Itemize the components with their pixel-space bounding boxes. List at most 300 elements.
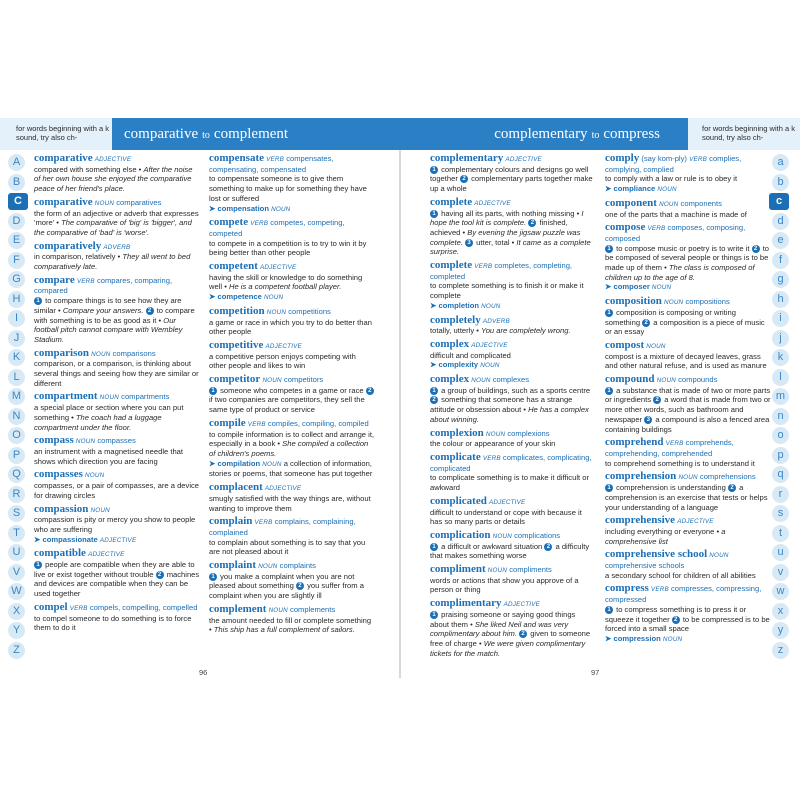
part-of-speech: NOUN: [94, 199, 115, 207]
part-of-speech: NOUN: [662, 635, 683, 643]
inflections: complexions: [507, 428, 550, 438]
dictionary-entry: [34, 195, 200, 238]
part-of-speech: NOUN: [91, 350, 111, 358]
definition-text: to complicate something is to make it difficult or awkward: [430, 473, 589, 493]
inflections: competitions: [288, 306, 331, 316]
definition-text: to compare things is to see how they are similar •: [34, 296, 182, 315]
definition-text: to comprehend something is to understand it: [605, 458, 755, 468]
headword: comprehend: [605, 436, 664, 449]
part-of-speech: ADVERB: [103, 243, 131, 251]
derived-word: [34, 535, 136, 544]
inflections: compasses: [97, 436, 136, 446]
dictionary-entry: [209, 483, 375, 513]
dictionary-entry: [605, 223, 771, 293]
headword: complicated: [430, 494, 487, 507]
arrow-icon: ➤: [209, 203, 218, 213]
definition-text: to be composed of several people or things is to be made up of them •: [605, 243, 770, 273]
example-sentence: a comprehensive list: [605, 526, 726, 546]
headword: comparative: [34, 195, 93, 208]
letter-tab-left-h[interactable]: H: [8, 291, 25, 308]
dictionary-entry: [34, 392, 200, 432]
headword: complication: [430, 528, 491, 541]
derived-word: [209, 459, 282, 468]
left-page-title: [124, 126, 288, 143]
definition-text: compassion is pity or mercy you show to people who are suffering: [34, 515, 196, 534]
arrow-icon: ➤: [430, 300, 439, 310]
headword: complimentary: [430, 597, 502, 610]
arrow-icon: ➤: [209, 458, 218, 468]
part-of-speech: VERB: [647, 225, 666, 233]
letter-tab-left-a[interactable]: A: [8, 154, 25, 171]
dictionary-entry: [34, 549, 200, 599]
letter-tab-right-d[interactable]: d: [772, 213, 789, 230]
letter-tab-right-y[interactable]: y: [772, 622, 789, 639]
definition-text: a collection of information, stories or poems, that someone has put together: [209, 458, 373, 479]
part-of-speech: VERB: [247, 420, 266, 428]
sense-number: 2: [430, 396, 438, 404]
headword: compatible: [34, 547, 86, 560]
headword: compost: [605, 338, 645, 351]
dictionary-entry: [209, 338, 375, 371]
sense-number: 1: [605, 484, 613, 492]
dictionary-spread: [0, 118, 800, 678]
sense-number: 1: [430, 166, 438, 174]
part-of-speech: ADJECTIVE: [488, 498, 526, 506]
definition-text: to compel someone to do something is to force them to do it: [34, 613, 192, 633]
dictionary-entry: [209, 154, 375, 214]
sense-number: 1: [430, 611, 438, 619]
letter-tab-right-s[interactable]: s: [772, 505, 789, 522]
headword: competent: [209, 260, 258, 273]
part-of-speech: VERB: [650, 586, 669, 594]
part-of-speech: ADJECTIVE: [94, 156, 132, 163]
definition-text: to be compressed is to be forced into a small space: [605, 614, 770, 634]
sense-number: 2: [460, 175, 468, 183]
definition-text: difficult to understand or cope with because it has so many parts or details: [430, 507, 582, 527]
dictionary-entry: [34, 273, 200, 345]
letter-tab-right-c[interactable]: c: [769, 193, 789, 210]
letter-tab-left-g[interactable]: G: [8, 271, 25, 288]
part-of-speech: ADJECTIVE: [99, 536, 137, 544]
dictionary-entry: [34, 470, 200, 500]
part-of-speech: ADJECTIVE: [265, 342, 302, 350]
alphabet-tabs-right: [772, 154, 792, 661]
definition-text: to compensate someone is to give them something to make up for something they have lost or suffered: [209, 174, 367, 203]
headword: compasses: [34, 468, 83, 481]
dictionary-entry: [34, 600, 200, 633]
column-1: [34, 154, 200, 637]
example-sentence: He is a competent football player.: [228, 282, 342, 292]
headword: complement: [209, 602, 267, 615]
letter-tab-left-r[interactable]: R: [8, 486, 25, 503]
part-of-speech: NOUN: [90, 506, 110, 514]
example-sentence: They all went to bed comparatively late.: [34, 252, 191, 272]
letter-tab-left-c[interactable]: C: [8, 193, 28, 210]
letter-tab-left-q[interactable]: Q: [8, 466, 25, 483]
inflections: complies, complying, complied: [605, 154, 742, 174]
inflections: comparisons: [112, 348, 156, 358]
definition-text: a game or race in which you try to do better than other people: [209, 317, 372, 337]
example-sentence: After the noise of her own house she enjoyed the comparative peace of her friend's place.: [34, 164, 193, 194]
part-of-speech: VERB: [266, 156, 285, 163]
letter-tab-right-e[interactable]: e: [772, 232, 789, 249]
left-title-to: to: [202, 130, 210, 141]
headword: comparison: [34, 346, 89, 359]
part-of-speech: ADJECTIVE: [677, 518, 714, 526]
part-of-speech: ADJECTIVE: [260, 264, 297, 272]
definition-text: in comparison, relatively •: [34, 252, 123, 262]
headword: compel: [34, 600, 68, 613]
definition-text: to compress something is to press it or squeeze it together: [605, 604, 747, 624]
part-of-speech: NOUN: [268, 606, 288, 614]
sense-number: 2: [728, 484, 736, 492]
definition-text: machines and devices are compatible when they can be used together: [34, 569, 200, 599]
dictionary-entry: [34, 502, 200, 546]
part-of-speech: NOUN: [663, 299, 684, 307]
definition-text: a competitive person enjoys competing with other people and likes to win: [209, 351, 356, 371]
part-of-speech: NOUN: [659, 200, 679, 208]
sense-number: 2: [752, 245, 760, 253]
letter-tab-right-f[interactable]: f: [772, 252, 789, 269]
part-of-speech: VERB: [76, 277, 95, 285]
sense-number: 1: [34, 297, 42, 305]
headword: complementary: [430, 152, 504, 164]
part-of-speech: VERB: [69, 604, 88, 612]
definition-text: a word that is made from two or more other words, such as bathroom and newspaper: [605, 395, 771, 424]
example-sentence: Our football pitch cannot compare with Wembley Stadium.: [34, 315, 183, 344]
part-of-speech: NOUN: [471, 377, 491, 385]
definition-text: difficult and complicated: [430, 350, 511, 360]
letter-tab-right-i[interactable]: i: [772, 310, 789, 327]
sense-number: 1: [605, 309, 613, 317]
right-title-end: compress: [603, 126, 660, 142]
letter-tab-right-w[interactable]: w: [772, 583, 789, 600]
definition-text: utter, total •: [474, 237, 517, 247]
letter-tab-left-f[interactable]: F: [8, 252, 25, 269]
dictionary-entry: [605, 438, 771, 468]
dictionary-entry: [605, 472, 771, 512]
definition-text: to compete in a competition is to try to win it by being better than other people: [209, 238, 367, 258]
headword: component: [605, 196, 657, 209]
derived-word-text: competence: [217, 292, 262, 302]
dictionary-entry: [209, 517, 375, 557]
part-of-speech: ADJECTIVE: [471, 341, 508, 349]
letter-tab-right-g[interactable]: g: [772, 271, 789, 288]
part-of-speech: NOUN: [492, 532, 512, 540]
part-of-speech: ADJECTIVE: [503, 601, 541, 609]
definition-text: compasses, or a pair of compasses, are a device for drawing circles: [34, 481, 200, 500]
inflections: competitors: [283, 375, 324, 385]
letter-tab-right-m[interactable]: m: [772, 388, 789, 405]
dictionary-entry: [430, 450, 596, 493]
headword: compliment: [430, 563, 486, 576]
example-sentence: We were given complimentary tickets for the match.: [430, 638, 586, 658]
dictionary-entry: [430, 195, 596, 257]
letter-tab-right-p[interactable]: p: [772, 447, 789, 464]
definition-text: the colour or appearance of your skin: [430, 439, 556, 449]
arrow-icon: ➤: [34, 534, 43, 544]
definition-text: one of the parts that a machine is made of: [605, 209, 747, 219]
dictionary-entry: [430, 599, 596, 658]
definition-text: finished, achieved •: [430, 218, 568, 237]
letter-tab-left-d[interactable]: D: [8, 213, 25, 230]
derived-word: [209, 204, 290, 213]
headword: competitive: [209, 338, 264, 351]
letter-tab-right-t[interactable]: t: [772, 525, 789, 542]
part-of-speech: NOUN: [262, 460, 282, 468]
part-of-speech: NOUN: [480, 362, 500, 370]
sense-number: 1: [209, 387, 217, 395]
part-of-speech: ADJECTIVE: [88, 551, 125, 559]
part-of-speech: NOUN: [262, 377, 282, 385]
definition-text: a composition is a piece of music or an essay: [605, 317, 765, 337]
dictionary-entry: [430, 154, 596, 194]
inflections: completes, completing, completed: [430, 261, 573, 281]
headword: compete: [209, 216, 249, 229]
example-sentence: The class is composed of children up to the age of 8.: [605, 263, 755, 282]
definition-text: an instrument with a magnetised needle that shows which direction you are facing: [34, 446, 184, 466]
inflections: complications: [514, 530, 561, 540]
letter-tab-right-u[interactable]: u: [772, 544, 789, 561]
arrow-icon: ➤: [605, 282, 614, 292]
definition-text: to compile information is to collect and arrange it, especially in a book •: [209, 429, 375, 449]
letter-tab-left-x[interactable]: X: [8, 603, 25, 620]
definition-text: someone who competes in a game or race: [218, 385, 366, 395]
definition-text: you suffer from a complaint when you are slightly ill: [209, 581, 364, 601]
sense-number: 2: [642, 319, 650, 327]
inflections: composes, composing, composed: [605, 223, 746, 243]
part-of-speech: NOUN: [266, 308, 287, 316]
letter-tab-left-e[interactable]: E: [8, 232, 25, 249]
derived-word-text: compassionate: [42, 534, 98, 544]
dictionary-entry: [209, 218, 375, 258]
definition-text: comparison, or a comparison, is thinking about several things and seeing how they are similar or different: [34, 359, 199, 388]
dictionary-entry: [605, 516, 771, 546]
part-of-speech: VERB: [474, 263, 493, 271]
definition-text: a secondary school for children of all abilities: [605, 570, 756, 580]
definition-text: compost is a mixture of decayed leaves, grass and other natural refuse, and is used as manure: [605, 351, 767, 371]
definition-text: smugly satisfied with the way things are, without wanting to improve them: [209, 493, 371, 513]
sense-number: 1: [430, 387, 438, 395]
inflections: comprehensions: [699, 472, 756, 482]
letter-tab-right-v[interactable]: v: [772, 564, 789, 581]
alphabet-tabs-left: [8, 154, 28, 661]
inflections: compositions: [685, 297, 730, 307]
letter-tab-right-o[interactable]: o: [772, 427, 789, 444]
dictionary-entry: [605, 550, 771, 580]
example-sentence: By evening the jigsaw puzzle was complete.: [430, 227, 581, 247]
part-of-speech: ADJECTIVE: [505, 156, 542, 163]
letter-tab-right-k[interactable]: k: [772, 349, 789, 366]
headword: complex: [430, 373, 470, 386]
definition-text: you make a complaint when you are not pleased about something: [209, 571, 355, 591]
definition-text: something that someone has a strange attitude or obsession about •: [430, 395, 573, 415]
dictionary-entry: [430, 313, 596, 336]
headword: compose: [605, 221, 646, 234]
right-header-note: for words beginning with a k sound, try also ch-: [688, 118, 800, 150]
letter-tab-right-x[interactable]: x: [772, 603, 789, 620]
letter-tab-right-h[interactable]: h: [772, 291, 789, 308]
part-of-speech: VERB: [482, 454, 501, 462]
example-sentence: The comparative of 'big' is 'bigger', and the comparative of 'bad' is 'worse'.: [34, 218, 192, 237]
definition-text: complementary parts together make up a whole: [430, 174, 593, 194]
definition-text: the form of an adjective or adverb that expresses 'more' •: [34, 208, 199, 228]
derived-word: [430, 360, 500, 369]
headword: compassion: [34, 502, 89, 515]
inflections: competes, competing, competed: [209, 218, 345, 238]
headword: complacent: [209, 481, 263, 494]
part-of-speech: NOUN: [657, 186, 677, 194]
headword: compress: [605, 582, 649, 595]
sense-number: 1: [605, 387, 613, 395]
column-3: [430, 154, 596, 662]
sense-number: 1: [605, 606, 613, 614]
headword: comprehensive school: [605, 548, 708, 561]
letter-tab-left-i[interactable]: I: [8, 310, 25, 327]
letter-tab-right-q[interactable]: q: [772, 466, 789, 483]
sense-number: 1: [430, 210, 438, 218]
left-title-start: comparative: [124, 126, 199, 142]
sense-number: 2: [146, 307, 154, 315]
example-sentence: I hope the tool kit is complete.: [430, 208, 584, 228]
definition-text: to complete something is to finish it or make it complete: [430, 281, 584, 301]
dictionary-entry: [34, 346, 200, 389]
definition-text: a compound is also a fenced area containing buildings: [605, 414, 770, 434]
dictionary-entry: [209, 375, 375, 415]
part-of-speech: NOUN: [271, 205, 291, 213]
part-of-speech: ADVERB: [482, 317, 510, 325]
inflections: compiles, compiling, compiled: [267, 418, 369, 428]
headword: complicate: [430, 450, 481, 463]
letter-tab-left-w[interactable]: W: [8, 583, 25, 600]
example-sentence: He has a complex about winning.: [430, 405, 589, 424]
dictionary-entry: [34, 436, 200, 466]
derived-word-text: compression: [613, 633, 661, 643]
page-number-right: 97: [591, 668, 600, 677]
derived-word-text: compensation: [217, 203, 269, 213]
dictionary-entry: [209, 602, 375, 635]
inflections: components: [680, 198, 722, 208]
part-of-speech: NOUN: [85, 472, 105, 480]
right-title-start: complementary: [494, 126, 588, 142]
headword: compile: [209, 416, 246, 429]
definition-text: having the skill or knowledge to do something well •: [209, 272, 363, 292]
definition-text: having all its parts, with nothing missing •: [439, 208, 582, 218]
derived-word-text: completion: [438, 300, 479, 310]
part-of-speech: VERB: [689, 156, 708, 163]
letter-tab-left-b[interactable]: B: [8, 174, 25, 191]
arrow-icon: ➤: [605, 633, 614, 643]
derived-word-text: complexity: [438, 360, 479, 370]
part-of-speech: VERB: [665, 440, 684, 448]
sense-number: 3: [644, 416, 652, 424]
letter-tab-left-u[interactable]: U: [8, 544, 25, 561]
definition-text: compared with something else •: [34, 164, 144, 174]
sense-number: 2: [366, 387, 374, 395]
letter-tab-left-j[interactable]: J: [8, 330, 25, 347]
definition-text: comprehension is understanding: [614, 483, 728, 493]
derived-word: [430, 301, 500, 310]
definition-text: a substance that is made of two or more parts or ingredients: [605, 385, 771, 405]
letter-tab-left-t[interactable]: T: [8, 525, 25, 542]
inflections: compensates, compensating, compensated: [209, 154, 334, 174]
headword: comprehensive: [605, 514, 676, 527]
letter-tab-right-b[interactable]: b: [772, 174, 789, 191]
part-of-speech: VERB: [254, 519, 273, 527]
letter-tab-left-l[interactable]: L: [8, 369, 25, 386]
letter-tab-left-v[interactable]: V: [8, 564, 25, 581]
letter-tab-left-y[interactable]: Y: [8, 622, 25, 639]
letter-tab-left-m[interactable]: M: [8, 388, 25, 405]
sense-number: 3: [465, 239, 473, 247]
part-of-speech: NOUN: [487, 567, 508, 575]
headword: compartment: [34, 390, 98, 403]
definition-text: to comply with a law or rule is to obey it: [605, 174, 738, 184]
letter-tab-left-p[interactable]: P: [8, 447, 25, 464]
headword: composition: [605, 295, 662, 308]
page-number-left: 96: [199, 668, 208, 677]
inflections: compels, compelling, compelled: [89, 602, 198, 612]
letter-tab-right-l[interactable]: l: [772, 369, 789, 386]
part-of-speech: NOUN: [263, 294, 284, 302]
derived-word: [209, 292, 283, 301]
letter-tab-right-a[interactable]: a: [772, 154, 789, 171]
arrow-icon: ➤: [209, 292, 218, 302]
example-sentence: She compiled a collection of children's poems.: [209, 439, 369, 458]
right-page-title: [494, 126, 660, 143]
column-2: [209, 154, 375, 639]
dictionary-entry: [430, 494, 596, 527]
headword: completely: [430, 313, 481, 326]
definition-text: a difficulty that makes something worse: [430, 541, 590, 561]
left-header-note: for words beginning with a k sound, try also ch-: [0, 118, 112, 150]
letter-tab-right-j[interactable]: j: [772, 330, 789, 347]
letter-tab-left-n[interactable]: N: [8, 408, 25, 425]
definition-text: composition is composing or writing something: [605, 307, 736, 327]
letter-tab-left-o[interactable]: O: [8, 427, 25, 444]
inflections: complains, complaining, complained: [209, 517, 356, 537]
inflections: comprehensive schools: [605, 561, 685, 571]
letter-tab-left-s[interactable]: S: [8, 505, 25, 522]
inflections: complaints: [279, 561, 316, 571]
arrow-icon: ➤: [605, 184, 614, 194]
part-of-speech: NOUN: [678, 474, 698, 482]
derived-word-text: compilation: [217, 458, 261, 468]
pronunciation: (say kom-ply): [641, 154, 687, 163]
dictionary-entry: [605, 584, 771, 644]
letter-tab-right-r[interactable]: r: [772, 486, 789, 503]
derived-word: [605, 634, 682, 643]
dictionary-entry: [430, 426, 596, 449]
dictionary-entry: [430, 565, 596, 595]
sense-number: 1: [209, 573, 217, 581]
definition-text: to compare with something is to be as good as it •: [34, 305, 195, 325]
definition-text: including everything or everyone •: [605, 526, 722, 536]
right-title-to: to: [591, 130, 600, 141]
dictionary-entry: [430, 337, 596, 371]
definition-text: the amount needed to fill or complete something •: [209, 615, 372, 635]
headword: compensate: [209, 152, 264, 164]
inflections: complicates, complicating, complicated: [430, 452, 592, 473]
dictionary-entry: [209, 304, 375, 337]
definition-text: given to someone free of charge •: [430, 629, 591, 648]
letter-tab-left-z[interactable]: Z: [8, 642, 25, 659]
sense-number: 2: [528, 219, 536, 227]
letter-tab-left-k[interactable]: K: [8, 349, 25, 366]
dictionary-entry: [605, 196, 771, 219]
letter-tab-right-z[interactable]: z: [772, 642, 789, 659]
letter-tab-right-n[interactable]: n: [772, 408, 789, 425]
